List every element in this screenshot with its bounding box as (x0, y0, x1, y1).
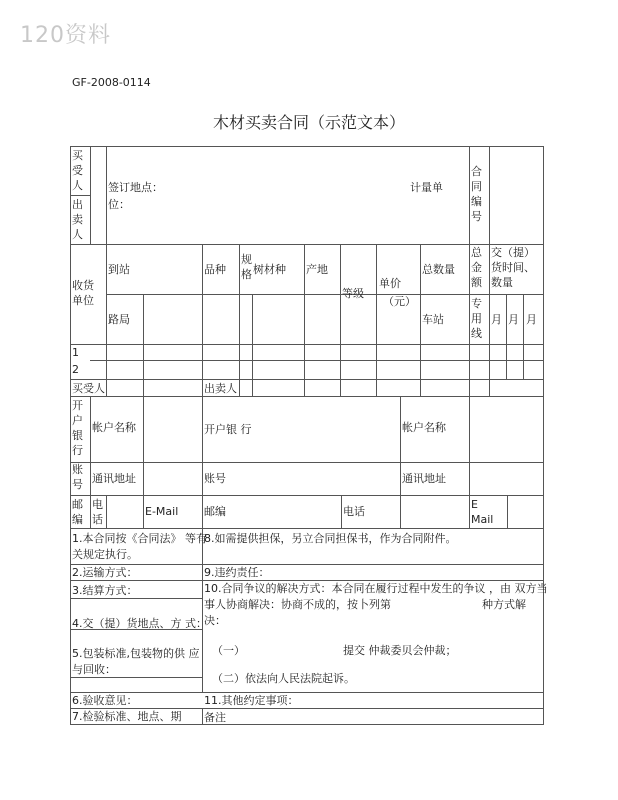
row-number: 2 (72, 363, 79, 376)
seller-label: 出卖人 (72, 198, 83, 241)
unit-label: 位： (108, 198, 130, 211)
grid-line (106, 244, 107, 396)
grid-line (70, 692, 544, 693)
delivery-label-3: 数量 (491, 276, 513, 289)
term-1-cont: 关规定执行。 (72, 548, 138, 561)
grid-line (202, 244, 203, 396)
grid-line (341, 495, 342, 528)
term-10-cont-2: 种方式解 (482, 598, 526, 611)
address-label-2: 通讯地址 (402, 472, 446, 485)
grid-line (489, 146, 490, 244)
term-5: 5.包装标准,包装物的供 应 (72, 647, 200, 660)
species-label: 树材种 (253, 263, 286, 276)
grid-line (469, 396, 470, 528)
delivery-label: 交（提） (491, 246, 535, 259)
grid-line (70, 146, 71, 725)
route-label: 路局 (108, 313, 130, 326)
grid-line (70, 564, 544, 565)
remark-label: 备注 (204, 711, 226, 724)
grid-line (70, 495, 544, 496)
term-10-cont: 事人协商解决：协商不成的，按卜列第 (204, 598, 391, 611)
email-label: E-Mail (145, 505, 179, 518)
term-1: 1.本合同按《合同法》 等有 (72, 532, 207, 545)
grid-line (543, 146, 544, 725)
total-qty-label: 总数量 (422, 263, 455, 276)
month-label: 月 (491, 313, 502, 326)
grid-line (90, 146, 91, 244)
grid-line (106, 495, 107, 528)
term-3: 3.结算方式： (72, 584, 138, 597)
buyer-label: 买受人 (72, 149, 83, 192)
postcode-label-2: 邮编 (204, 505, 226, 518)
grid-line (239, 244, 240, 396)
postcode-label: 邮编 (72, 498, 83, 526)
term-11: 11.其他约定事项： (204, 694, 299, 707)
grid-line (252, 294, 253, 396)
grid-line (523, 294, 524, 379)
term-5-cont: 与回收： (72, 663, 116, 676)
grid-line (70, 677, 202, 678)
total-amount-label: 总金额 (471, 246, 482, 289)
grid-line (304, 244, 305, 396)
special-line-label: 专用线 (471, 297, 482, 340)
email-label-2: E Mail (471, 498, 494, 526)
grid-line (70, 724, 544, 725)
grid-line (70, 598, 202, 599)
phone-label-2: 电话 (343, 505, 365, 518)
unit-price-currency: （元） (383, 295, 416, 308)
measure-unit-label: 计量单 (410, 181, 443, 194)
grade-label: 等级 (342, 287, 364, 300)
term-2: 2.运输方式： (72, 566, 138, 579)
grid-line (90, 360, 544, 361)
grid-line (202, 708, 203, 725)
grid-line (400, 396, 401, 528)
phone-label: 电话 (92, 498, 103, 526)
grid-line (70, 379, 544, 380)
grid-line (70, 396, 544, 397)
grid-line (70, 146, 544, 147)
grid-line (489, 244, 490, 396)
grid-line (106, 294, 544, 295)
grid-line (106, 146, 107, 244)
account-label: 账号 (72, 463, 83, 491)
term-6: 6.验收意见： (72, 694, 138, 707)
contract-no-label: 合同编号 (471, 165, 482, 223)
grid-line (70, 344, 544, 345)
term-7: 7.检验标准、地点、期 (72, 710, 182, 723)
term-8: 8.如需提供担保，另立合同担保书，作为合同附件。 (204, 532, 457, 545)
grid-line (90, 396, 91, 528)
station-label: 到站 (108, 263, 130, 276)
grid-line (143, 396, 144, 528)
grid-line (70, 462, 544, 463)
term-10: 10.合同争议的解决方式：本合同在履行过程中发生的争议 ，由 双方当 (204, 582, 548, 595)
bank-label-2: 开户银 行 (204, 423, 252, 436)
bank-label: 开户银行 (72, 399, 83, 457)
term-10-option-1-text: 提交 仲裁委贝会仲裁； (343, 644, 457, 657)
sign-place-label: 签订地点： (108, 181, 163, 194)
seller-info-label: 出卖人 (204, 382, 237, 395)
term-4: 4.交（提）货地点、方 式： (72, 617, 207, 630)
grid-line (469, 244, 470, 396)
grid-line (420, 244, 421, 396)
grid-line (340, 244, 341, 396)
buyer-info-label: 买受人 (72, 382, 105, 395)
document-code: GF-2008-0114 (72, 76, 151, 89)
row-number: 1 (72, 346, 79, 359)
grid-line (469, 146, 470, 244)
account-name-label-2: 帐户名称 (402, 421, 446, 434)
spec-label: 规格 (241, 253, 252, 281)
page-title: 木材买卖合同（示范文本） (212, 113, 405, 132)
term-9: 9.违约责任： (204, 566, 270, 579)
month-label: 月 (508, 313, 519, 326)
contract-form (70, 146, 548, 725)
grid-line (70, 195, 90, 196)
grid-line (507, 495, 508, 528)
unit-price-label: 单价 (379, 277, 401, 290)
account-name-label: 帐户名称 (92, 421, 136, 434)
origin-label: 产地 (306, 263, 328, 276)
account-label-2: 账号 (204, 472, 226, 485)
address-label: 通讯地址 (92, 472, 136, 485)
watermark: 120资料 (20, 23, 111, 48)
term-10-option-1: （一） (212, 644, 245, 657)
grid-line (70, 528, 544, 529)
month-label: 月 (526, 313, 537, 326)
term-10-cont-3: 决： (204, 614, 226, 627)
grid-line (506, 294, 507, 379)
variety-label: 品种 (204, 263, 226, 276)
term-10-option-2: （二）依法向人民法院起诉。 (212, 672, 355, 685)
delivery-label-2: 货时间、 (491, 261, 535, 274)
car-station-label: 车站 (422, 313, 444, 326)
grid-line (143, 294, 144, 396)
grid-line (376, 244, 377, 396)
receiving-unit-label: 收货单位 (72, 279, 94, 307)
